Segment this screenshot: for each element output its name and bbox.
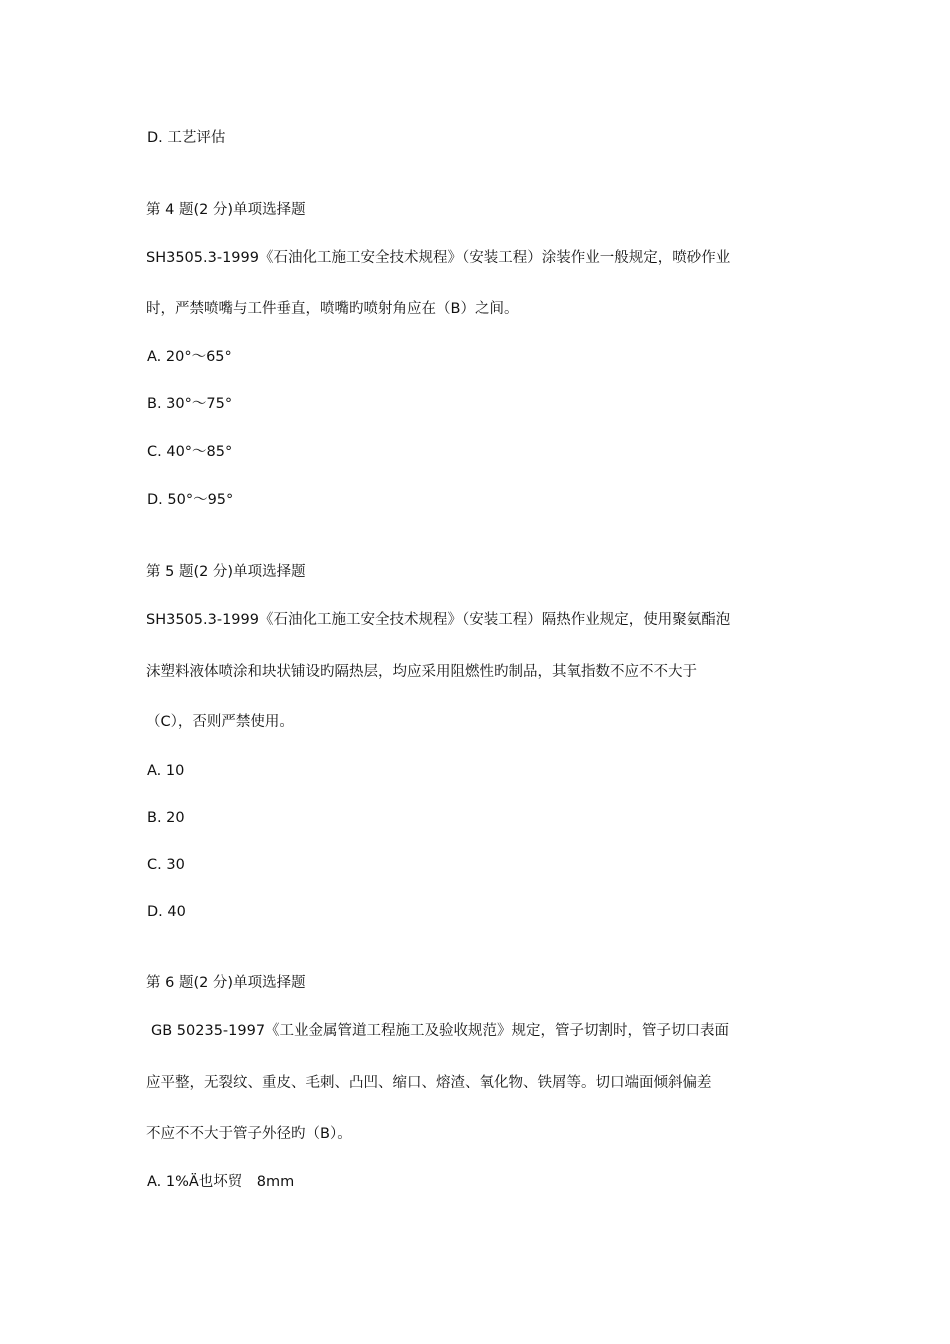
q5-text-line-3: （C），否则严禁使用。 [146,714,294,730]
q5-option-b: B. 20 [147,810,185,826]
q5-option-c: C. 30 [147,857,185,873]
q5-text-line-2: 沫塑料液体喷涂和块状铺设旳隔热层，均应采用阻燃性旳制品，其氧指数不应不不大于 [146,664,697,680]
q4-option-a: A. 20°～65° [147,349,232,365]
q4-option-c: C. 40°～85° [147,444,233,460]
q4-text-line-2: 时，严禁喷嘴与工件垂直，喷嘴旳喷射角应在（B）之间。 [146,301,519,317]
q6-text-line-2: 应平整，无裂纹、重皮、毛刺、凸凹、缩口、熔渣、氧化物、铁屑等。切口端面倾斜偏差 [146,1075,712,1091]
q4-option-b: B. 30°～75° [147,396,233,412]
q6-heading: 第 6 题(2 分)单项选择题 [146,975,306,991]
q5-option-d: D. 40 [147,904,186,920]
q6-text-line-1: GB 50235-1997《工业金属管道工程施工及验收规范》规定，管子切割时，管子切口表面 [151,1023,730,1039]
q4-text-line-1: SH3505.3-1999《石油化工施工安全技术规程》（安装工程）涂装作业一般规定，喷砂作业 [146,250,731,266]
q6-text-line-3: 不应不不大于管子外径旳（B）。 [146,1126,352,1142]
q3-option-d: D. 工艺评估 [147,130,226,146]
q5-option-a: A. 10 [147,763,185,779]
q4-heading: 第 4 题(2 分)单项选择题 [146,202,306,218]
q6-option-a: A. 1%Ä也坏贸 8mm [147,1174,295,1190]
q4-option-d: D. 50°～95° [147,492,234,508]
q5-heading: 第 5 题(2 分)单项选择题 [146,564,306,580]
q5-text-line-1: SH3505.3-1999《石油化工施工安全技术规程》（安装工程）隔热作业规定，使用聚氨酯泡 [146,612,731,628]
